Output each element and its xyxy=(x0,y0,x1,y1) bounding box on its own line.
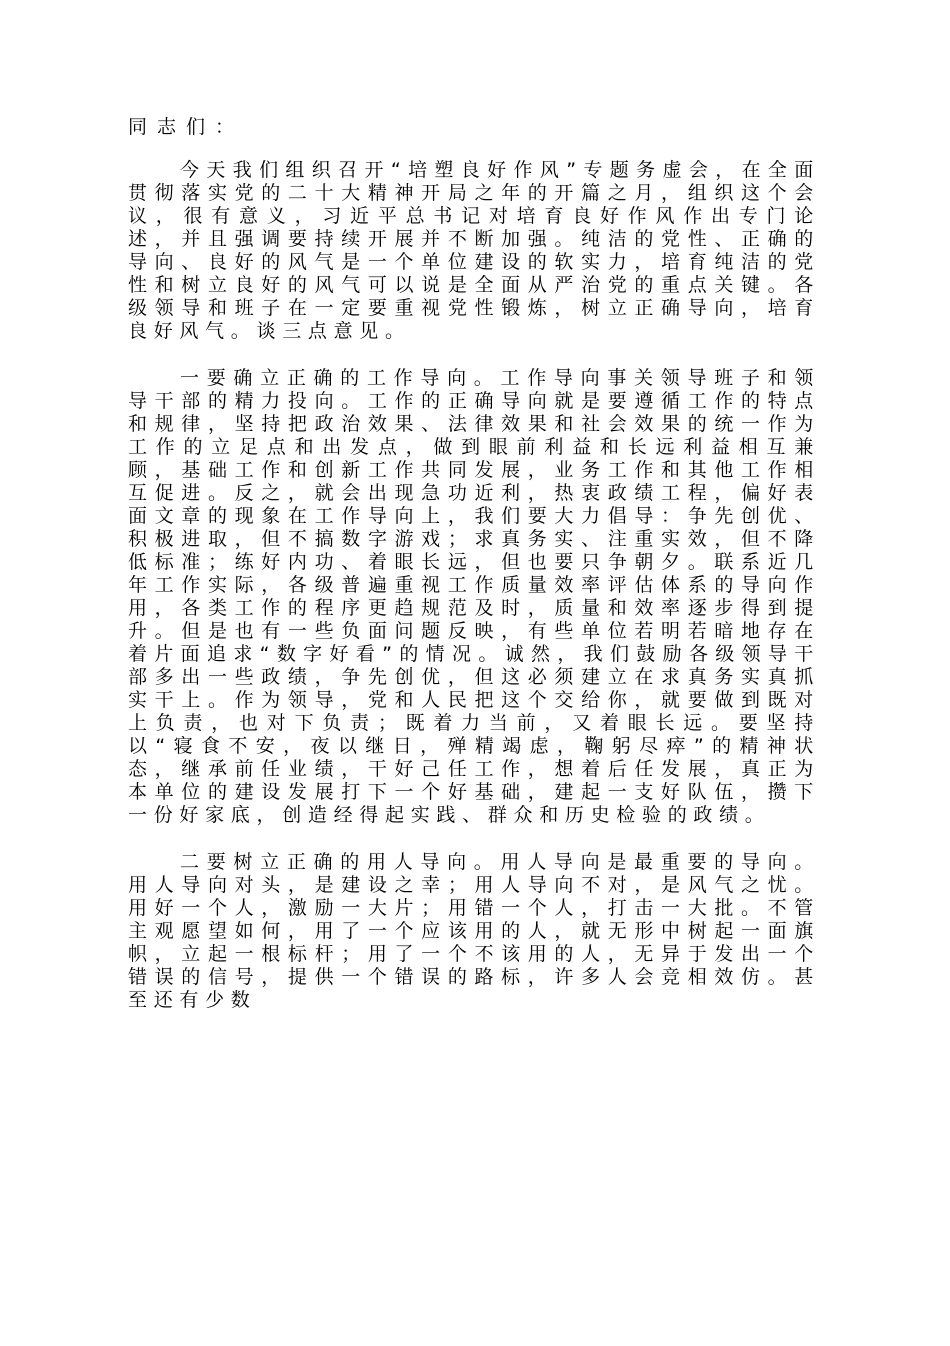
document-body xyxy=(128,112,820,1036)
salutation: 同志们： xyxy=(128,116,245,138)
paragraph-opening: 今天我们组织召开“培塑良好作风”专题务虚会，在全面贯彻落实党的二十大精神开局之年的开篇之月，组织这个会议，很有意义，习近平总书记对培育良好作风作出专门论述，并且强调要持续开展并不断加强。纯洁的党性、正确的导向、良好的风气是一个单位建设的软实力，培育纯洁的党性和树立良好的风气可以说是全面从严治党的重点关键。各级领导和班子在一定要重视党性锻炼，树立正确导向，培育良好风气。谈三点意见。 xyxy=(128,159,820,342)
paragraph-work-orientation: 一要确立正确的工作导向。工作导向事关领导班子和领导干部的精力投向。工作的正确导向就是要遵循工作的特点和规律，坚持把政治效果、法律效果和社会效果的统一作为工作的立足点和出发点，做到眼前利益和长远利益相互兼顾，基础工作和创新工作共同发展，业务工作和其他工作相互促进。反之，就会出现急功近利，热衷政绩工程，偏好表面文章的现象在工作导向上，我们要大力倡导：争先创优、积极进取，但不搞数字游戏；求真务实、注重实效，但不降低标准；练好内功、着眼长远，但也要只争朝夕。联系近几年工作实际，各级普遍重视工作质量效率评估体系的导向作用，各类工作的程序更趋规范及时，质量和效率逐步得到提升。但是也有一些负面问题反映，有些单位若明若暗地存在着片面追求“数字好看”的情况。诚然，我们鼓励各级领导干部多出一些政绩，争先创优，但这必须建立在求真务实真抓实干上。作为领导，党和人民把这个交给你，就要做到既对上负责，也对下负责；既着力当前，又着眼长远。要坚持以“寝食不安，夜以继日，殚精竭虑，鞠躬尽瘁”的精神状态，继承前任业绩，干好己任工作，想着后任发展，真正为本单位的建设发展打下一个好基础，建起一支好队伍，攒下一份好家底，创造经得起实践、群众和历史检验的政绩。 xyxy=(128,367,820,826)
paragraph-personnel-orientation: 二要树立正确的用人导向。用人导向是最重要的导向。用人导向对头，是建设之幸；用人导向不对，是风气之忧。用好一个人，激励一大片；用错一个人，打击一大批。不管主观愿望如何，用了一个应该用的人，就无形中树起一面旗帜，立起一根标杆；用了一个不该用的人，无异于发出一个错误的信号，提供一个错误的路标，许多人会竞相效仿。甚至还有少数 xyxy=(128,851,820,1011)
